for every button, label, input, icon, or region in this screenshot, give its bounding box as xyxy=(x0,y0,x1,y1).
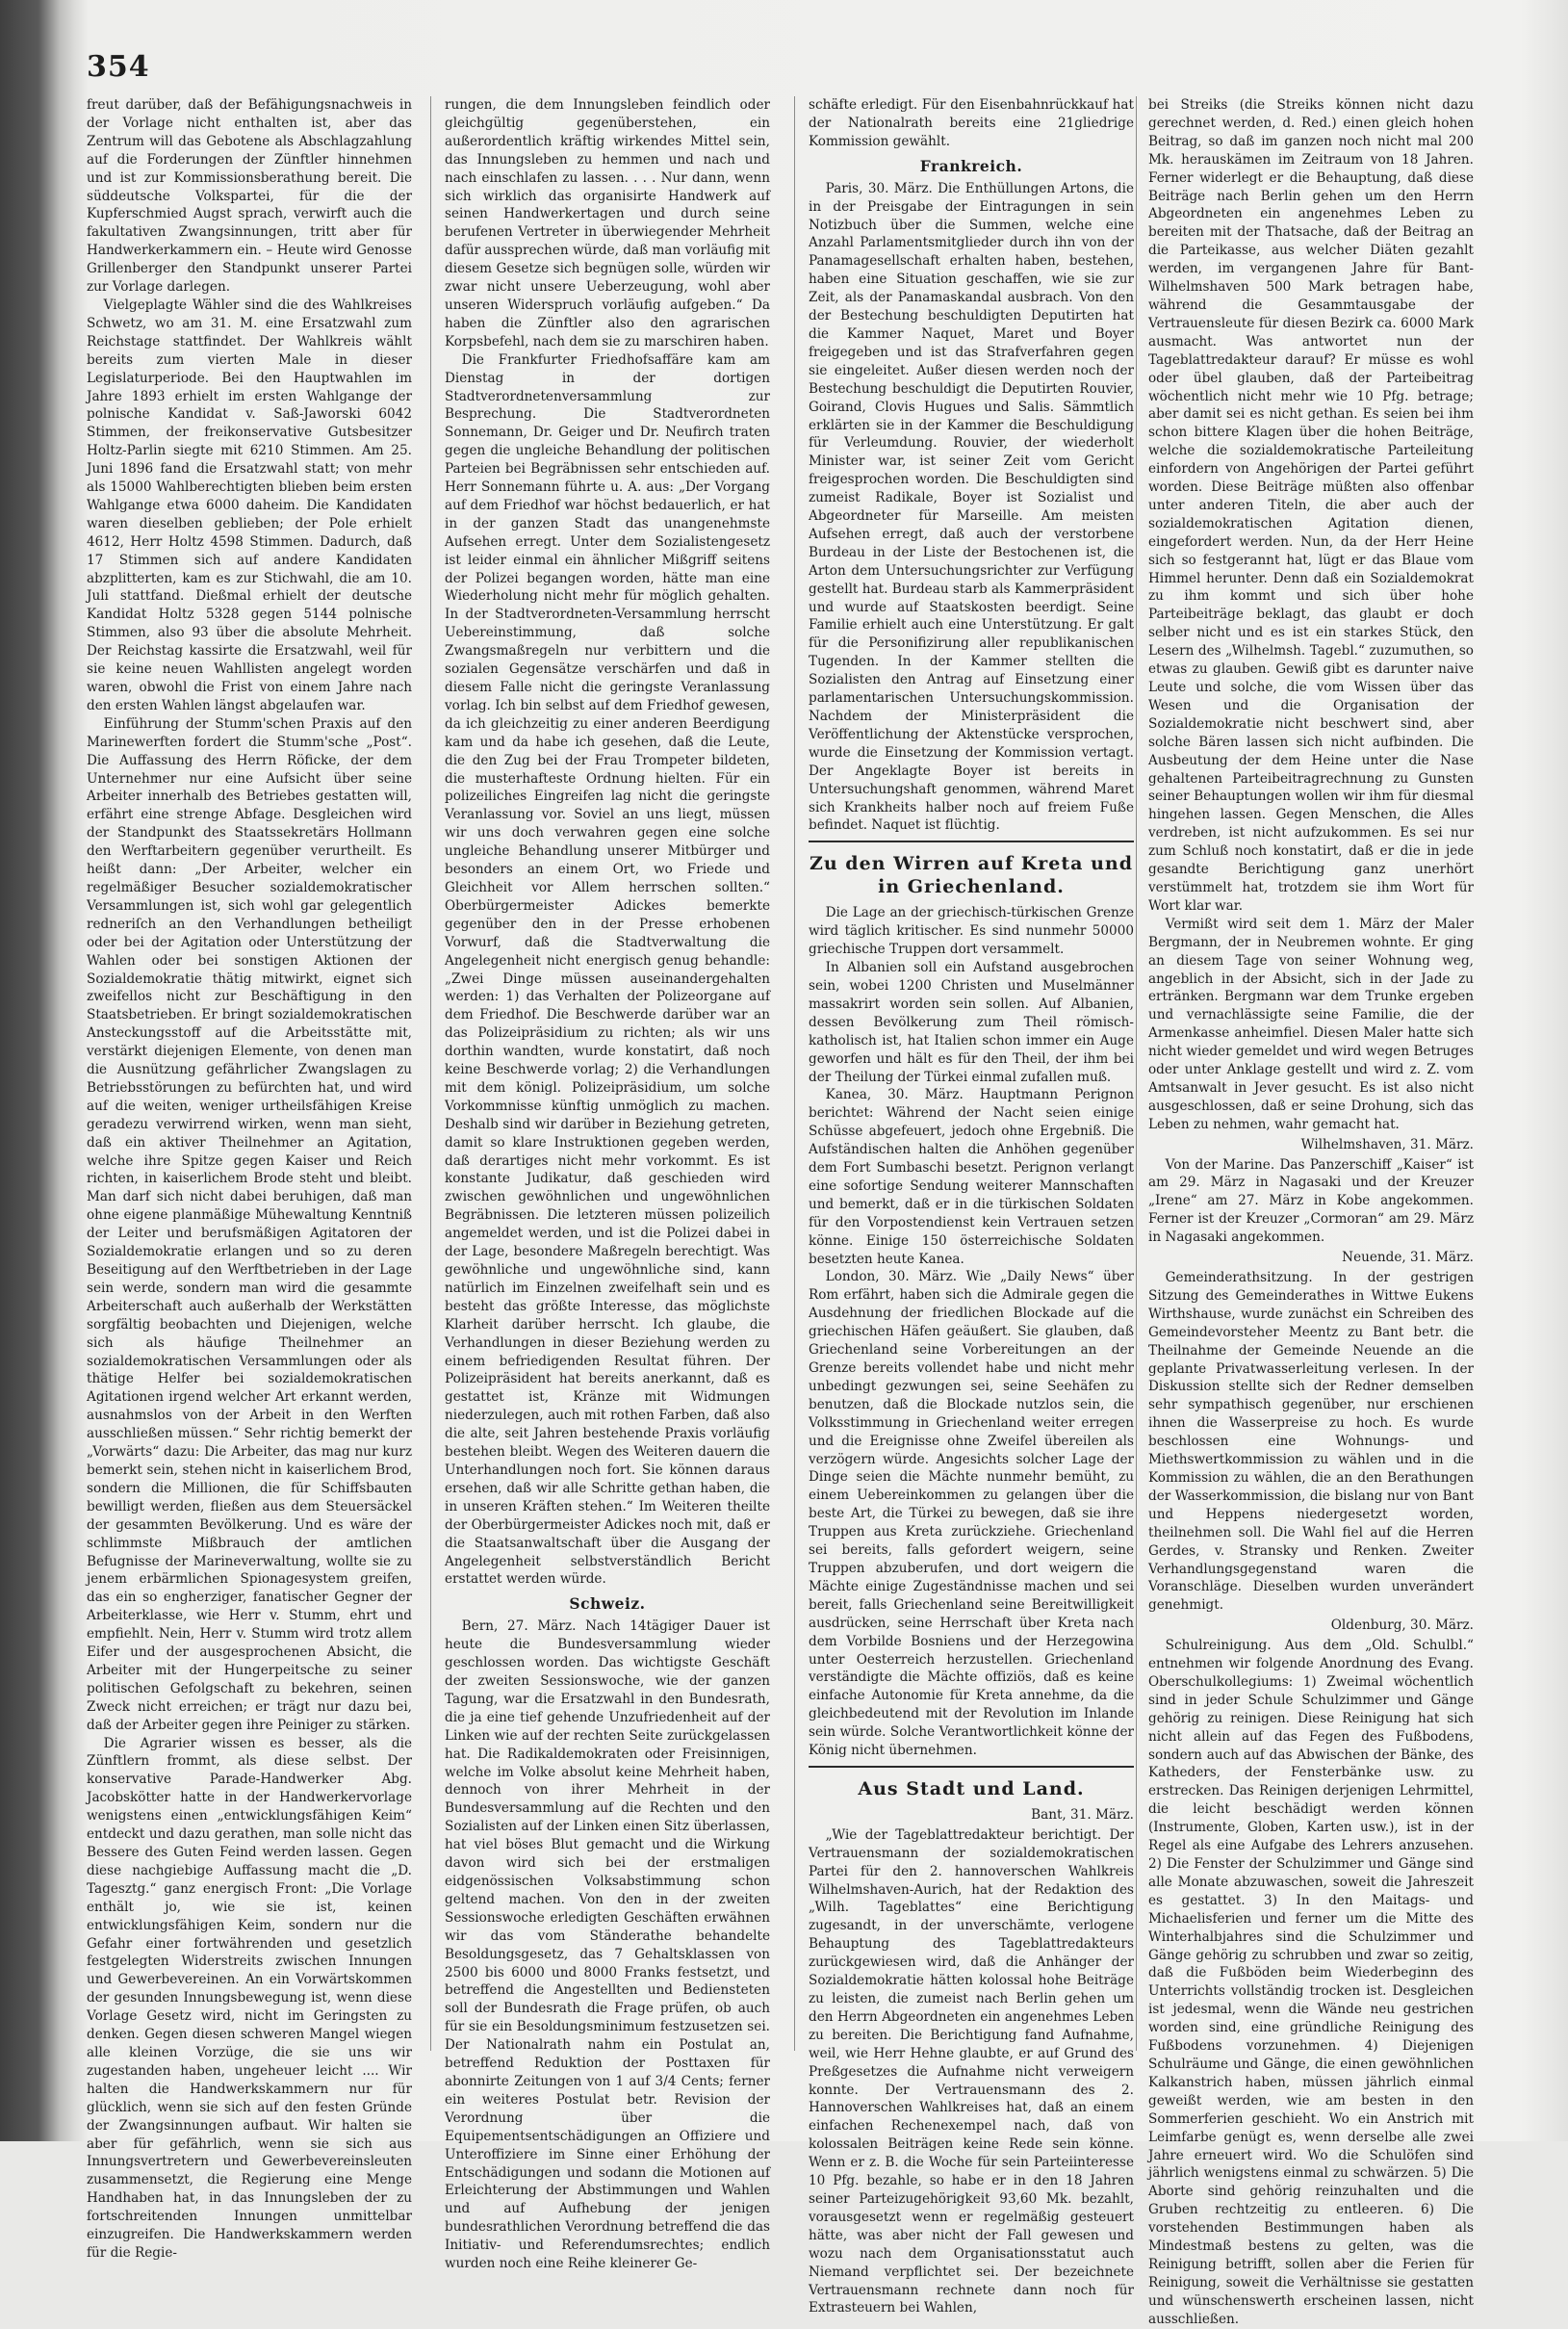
article-paragraph: Einführung der Stumm'schen Praxis auf den Marinewerften fordert die Stumm'sche „Post“. Die Auffassung des Herrn Röficke, der dem Unternehmer nur eine Aufsicht über seine Arbeiter innerhalb des Betriebes gestatten will, erfährt eine strenge Abfage. Desgleichen wird der Standpunkt des Staatssekretärs Hollmann den Werftarbeitern gegenüber verurtheilt. Es heißt dann: „Der Arbeiter, welcher ein regelmäßiger Besucher sozialdemokratischer Versammlungen ist, sich wohl gar gelegentlich redneriſch an den Verhandlungen betheiligt oder bei der Agitation oder Unterstützung der Wahlen oder bei sonstigen Aktionen der Sozialdemokratie thätig mitwirkt, eignet sich zweifellos nicht zur Beschäftigung in den Staatsbetrieben. Er bringt sozialdemokratischen Ansteckungsstoff auf die Arbeitsstätte mit, verstärkt diejenigen Elemente, von denen man die Ausnützung gefährlicher Zwangslagen zu Betriebsstörungen zu befürchten hat, und wird auf die weiten, weniger urtheilsfähigen Kreise geradezu verwirrend wirken, wenn man sieht, daß ein aktiver Theilnehmer an Agitation, welche ihre Spitze gegen Kaiser und Reich richten, in kaiserlichem Brode steht und bleibt. Man darf sich nicht dabei beruhigen, daß man ohne eigene planmäßige Mühewaltung Kenntniß der Leiter und berufsmäßigen Agitatoren der Sozialdemokratie erlangen und so zu deren Beseitigung auf den Werftbetrieben in der Lage sein werde, sondern man wird die gesammte Arbeiterschaft auch außerhalb der Werkstätten sorgfältig beobachten und Diejenigen, welche sich als häufige Theilnehmer an sozialdemokratischen Versammlungen oder als thätige Helfer bei sozialdemokratischen Agitationen irgend welcher Art erkannt werden, ausnahmslos von der Arbeit in den Werften ausschließen müssen.“ Sehr richtig bemerkt der „Vorwärts“ dazu: Die Arbeiter, das mag nur kurz bemerkt sein, stehen nicht in kaiserlichem Brod, sondern die Millionen, die für Schiffsbauten bewilligt werden, fließen aus dem Steuersäckel der gesammten Bevölkerung. Und es wäre der schlimmste Mißbrauch der amtlichen Befugnisse der Marineverwaltung, wollte sie zu jenem erbärmlichen Spionagesystem greifen, das ein so engherziger, fanatischer Gegner der Arbeiterklasse, wie Herr v. Stumm, ehrt und empfiehlt. Nein, Herr v. Stumm wird trotz allem Eifer und der ausgesprochenen Absicht, die Arbeiter mit der Hungerpeitsche zu seiner politischen Gefolgschaft zu bekehren, seinen Zweck nicht erreichen; er trägt nur dazu bei, daß der Arbeiter gegen ihre Peiniger zu stärken. xyxy=(87,715,412,1733)
dateline: Wilhelmshaven, 31. März. xyxy=(1300,1136,1474,1152)
article-paragraph: freut darüber, daß der Befähigungsnachweis in der Vorlage nicht enthalten ist, aber das Zentrum will das Gebotene als Abschlagzahlung auf die Forderungen der Zünftler hinnehmen und ist zur Kommissionsberathung bereit. Die süddeutsche Volkspartei, für die der Kupferschmied Augst sprach, verwirft auch die fakultativen Zwangsinnungen, tritt aber für Handwerkerkammern ein. – Heute wird Genosse Grillenberger den Standpunkt unserer Partei zur Vorlage darlegen. xyxy=(87,97,412,296)
section-rule xyxy=(809,1766,1134,1768)
article-paragraph: In Albanien soll ein Aufstand ausgebrochen sein, wobei 1200 Christen und Muselmänner massakrirt worden sein sollen. Auf Albanien, dessen Bevölkerung zum Theil römisch-katholisch ist, hat Italien schon immer ein Auge geworfen und hält es für den Theil, der ihm bei der Theilung der Türkei einmal zufallen muß. xyxy=(809,960,1134,1085)
text-column-1 xyxy=(87,96,412,2261)
article-paragraph: bei Streiks (die Streiks können nicht dazu gerechnet werden, d. Red.) einen gleich hohen Beitrag, so daß im ganzen noch nicht mal 200 Mk. herauskämen im Zeitraum von 18 Jahren. Ferner widerlegt er die Behauptung, daß diese Beiträge nach Berlin gehen um den Herrn Abgeordneten ein angenehmes Leben zu bereiten mit der Thatsache, daß der Beitrag an die Parteikasse, aus welcher Diäten gezahlt werden, im vergangenen Jahre für Bant-Wilhelmshaven 500 Mark betragen habe, während die Gesammtausgabe der Vertrauensleute für diesen Bezirk ca. 6000 Mark ausmacht. Was antwortet nun der Tageblattredakteur darauf? Er müsse es wohl oder übel glauben, daß der Parteibeitrag wöchentlich nicht mehr wie 10 Pfg. betrage; aber damit sei es nicht gethan. Es seien bei ihm schon bittere Klagen über die hohen Beiträge, welche die sozialdemokratische Parteileitung einfordern von Angehörigen der Partei geführt worden. Diese Beiträge müßten also offenbar unter anderen Titeln, die aber auch der sozialdemokratischen Agitation dienen, eingefordert werden. Nun, da der Herr Heine sich so festgerannt hat, lügt er das Blaue vom Himmel herunter. Denn daß ein Sozialdemokrat zu ihm kommt und sich über hohe Parteibeiträge beklagt, das glaubt er doch selber nicht und es ist ein starkes Stück, den Lesern des „Wilhelmsh. Tagebl.“ zuzumuthen, so etwas zu glauben. Gewiß gibt es darunter naive Leute und solche, die vom Wissen über das Wesen und die Organisation der Sozialdemokratie nicht beschwert sind, aber solche Bären lassen sich nicht aufbinden. Die Ausbeutung der dem Heine unter die Nase gehaltenen Parteibeitragrechnung zu Gunsten seiner Behauptungen wollen wir ihm für diesmal hingehen lassen. Gegen Menschen, die Alles verdreben, ist nicht aufzukommen. Es sei nur zum Schluß noch konstatirt, daß er die in jede gesandte Berichtigung ganz unerhört verstümmelt hat, trotzdem sie ihm Wort für Wort klar war. xyxy=(1148,97,1474,914)
article-paragraph: Paris, 30. März. Die Enthüllungen Artons, die in der Preisgabe der Eintragungen in sein Notizbuch über die Summen, welche eine Anzahl Parlamentsmitglieder durch ihn von der Panamagesellschaft erhalten haben, bestehen, haben eine Situation geschaffen, wie sie zur Zeit, als der Panamaskandal ausbrach. Von den der Bestechung beschuldigten Deputirten hat die Kammer Naquet, Maret und Boyer freigegeben und ist das Strafverfahren gegen sie eingeleitet. Außer diesen werden noch der Bestechung beschuldigt die Deputirten Rouvier, Goirand, Clovis Hugues und Salis. Sämmtlich erklärten sie in der Kammer die Beschuldigung für Verleumdung. Rouvier, der wiederholt Minister war, ist seiner Zeit vom Gericht freigesprochen worden. Die Beschuldigten sind zumeist Radikale, Boyer ist Sozialist und Abgeordneter für Marseille. Am meisten Aufsehen erregt, daß auch der verstorbene Burdeau in der Liste der Bestochenen ist, die Arton dem Untersuchungsrichter zur Verfügung gestellt hat. Burdeau starb als Kammerpräsident und wurde auf Staatskosten beerdigt. Seine Familie erhielt auch eine Unterstützung. Er galt für die Personifizirung aller republikanischen Tugenden. In der Kammer stellten die Sozialisten den Antrag auf Einsetzung einer parlamentarischen Untersuchungskommission. Nachdem der Ministerpräsident die Veröffentlichung der Aktenstücke versprochen, wurde die Einsetzung der Kommission vertagt. Der Angeklagte Boyer ist bereits in Untersuchungshaft genommen, während Maret sich Krankheits halber noch auf freiem Fuße befindet. Naquet ist flüchtig. xyxy=(809,180,1134,834)
text-column-2 xyxy=(445,96,770,2272)
column-rule xyxy=(430,96,431,2051)
dateline: Oldenburg, 30. März. xyxy=(1330,1617,1474,1634)
article-paragraph: London, 30. März. Wie „Daily News“ über Rom erfährt, haben sich die Admirale gegen die Ausdehnung der friedlichen Blockade auf die griechischen Häfen geäußert. Sie glauben, daß Griechenland seine Vorbereitungen an der Grenze bereits vollendet habe und nicht mehr unbedingt gezwungen sei, seine Seehäfen zu benutzen, daß die Blockade nutzlos sein, die Volksstimmung in Griechenland weiter erregen und die Ereignisse ohne Zweifel übereilen als verzögern würde. Angesichts solcher Lage der Dinge seien die Mächte nunmehr bemüht, zu einem Uebereinkommen zu gelangen über die beste Art, die Türkei zu bewegen, daß sie ihre Truppen aus Kreta zurückziehe. Griechenland sei bereits, falls gefordert weigern, seine Truppen abzuberufen, und dort weigern die Mächte einige Zugeständnisse machen und sei bereit, falls Griechenland seine Bereitwilligkeit ausdrücken, seine Herrschaft über Kreta nach dem Vorbilde Bosniens und der Herzegowina unter Oesterreich herzustellen. Griechenland verständigte die Mächte offiziös, daß es keine einfache Autonomie für Kreta annehme, da die gleichbedeutend mit der Revolution im Inlande sein würde. Solche Verantwortlichkeit könne der König nicht übernehmen. xyxy=(809,1269,1134,1759)
section-heading: Frankreich. xyxy=(919,156,1023,175)
section-rule xyxy=(809,841,1134,842)
section-heading-large: Zu den Wirren auf Kreta und in Griechenland. xyxy=(809,853,1133,898)
article-paragraph: Die Agrarier wissen es besser, als die Zünftlern frommt, als diese selbst. Der konservative Parade-Handwerker Abg. Jacobskötter hatte in der Handwerkervorlage wenigstens einen „entwicklungsfähigen Keim“ entdeckt und dazu gerathen, man solle nicht das Bessere des Guten Feind werden lassen. Gegen diese nachgiebige Auffassung macht die „D. Tagesztg.“ ganz energisch Front: „Die Vorlage enthält jo, wie sie ist, keinen entwicklungsfähigen Keim, sondern nur die Gefahr einer fortwährenden und gesetzlich festgelegten Widerstreits zwischen Innungen und Gewerbevereinen. An ein Vorwärtskommen der gesunden Innungsbewegung ist, wenn diese Vorlage Gesetz wird, nicht im Geringsten zu denken. Gegen diesen schweren Mangel wiegen alle kleinen Vorzüge, die sie uns wir zugestanden haben, ungeheuer leicht .... Wir halten die Handwerkskammern nur für glücklich, wenn sie sich auf den festen Gründe der Zwangsinnungen aufbaut. Wir halten sie aber für gefährlich, wenn sie sich aus Innungsvertretern und Gewerbevereinsleuten zusammensetzt, die Regierung eine Menge Handhaben hat, in das Innungsleben der zu fortschreitenden Innungen unmittelbar einzugreifen. Die Handwerkskammern werden für die Regie- xyxy=(87,1735,412,2261)
article-paragraph: Vielgeplagte Wähler sind die des Wahlkreises Schwetz, wo am 31. M. eine Ersatzwahl zum Reichstage stattfindet. Der Wahlkreis wählt bereits zum vierten Male in dieser Legislaturperiode. Bei den Hauptwahlen im Jahre 1893 erhielt im ersten Wahlgange der polnische Kandidat v. Saß-Jaworski 6042 Stimmen, der freikonservative Gutsbesitzer Holtz-Parlin siegte mit 6210 Stimmen. Am 25. Juni 1896 fand die Ersatzwahl statt; von mehr als 15000 Wahlberechtigten blieben beim ersten Wahlgange etwa 6000 daheim. Die Kandidaten waren dieselben geblieben; der Pole erhielt 4612, Herr Holtz 4598 Stimmen. Dadurch, daß 17 Stimmen sich auf andere Kandidaten abzplitterten, kam es zur Stichwahl, die am 10. Juli stattfand. Dießmal erhielt der deutsche Kandidat Holtz 5328 gegen 5144 polnische Stimmen, also 93 über die absolute Mehrheit. Der Reichstag kassirte die Ersatzwahl, weil für sie keine neuen Wahllisten angelegt worden waren, obwohl die Frist von einem Jahre nach den ersten Wahlen längst abgelaufen war. xyxy=(87,297,412,713)
text-column-3 xyxy=(809,96,1134,2316)
article-paragraph: schäfte erledigt. Für den Eisenbahnrückkauf hat der Nationalrath bereits eine 21gliedrige Kommission gewählt. xyxy=(809,97,1134,149)
article-paragraph: Die Frankfurter Friedhofsaffäre kam am Dienstag in der dortigen Stadtverordnetenversammlung zur Besprechung. Die Stadtverordneten Sonnemann, Dr. Geiger und Dr. Neufirch traten gegen die ungleiche Behandlung der politischen Parteien bei Begräbnissen sehr entschieden auf. Herr Sonnemann führte u. A. aus: „Der Vorgang auf dem Friedhof war höchst bedauerlich, er hat in der ganzen Stadt das unangenehmste Aufsehen erregt. Unter dem Sozialistengesetz ist leider einmal ein ähnlicher Mißgriff seitens der Polizei begangen worden, hätte man eine Wiederholung nicht mehr für möglich gehalten. In der Stadtverordneten-Versammlung herrscht Uebereinstimmung, daß solche Zwangsmaßregeln nur verbittern und die sozialen Gegensätze verschärfen und daß in diesem Falle nicht die geringste Veranlassung vorlag. Ich bin selbst auf dem Friedhof gewesen, da ich gleichzeitig zu einer anderen Beerdigung kam und da habe ich gesehen, daß die Leute, die den Zug bei der Frau Trompeter bildeten, die musterhafteste Ordnung hielten. Für ein polizeiliches Eingreifen lag nicht die geringste Veranlassung vor. Soviel an uns liegt, müssen wir uns doch verwahren gegen eine solche ungleiche Behandlung unserer Mitbürger und besonders an einem Ort, wo Friede und Gleichheit vor Allem herrschen sollten.“ Oberbürgermeister Adickes bemerkte gegenüber den in der Presse erhobenen Vorwurf, daß die Stadtverwaltung die Angelegenheit nicht energisch genug behandle: „Zwei Dinge müssen auseinandergehalten werden: 1) das Verhalten der Polizeorgane auf dem Friedhof. Die Beschwerde darüber war an das Polizeipräsidium zu richten; als wir uns dorthin wandten, wurde konstatirt, daß noch keine Beschwerde vorlag; 2) die Verhandlungen mit dem königl. Polizeipräsidium, um solche Vorkommnisse künftig unmöglich zu machen. Deshalb sind wir darüber in Beziehung getreten, damit so klare Instruktionen gegeben werden, daß derartiges nicht mehr vorkommt. Es ist konstante Judikatur, daß geschieden wird zwischen gewöhnlichen und ungewöhnlichen Begräbnissen. Die letzteren müssen polizeilich angemeldet werden, und ist die Polizei dabei in der Lage, besondere Maßregeln berechtigt. Was gewöhnliche und ungewöhnliche sind, kann natürlich im Einzelnen zweifelhaft sein und es besteht das größte Interesse, das möglichste Klarheit darüber herrscht. Ich glaube, die Verhandlungen in dieser Beziehung werden zu einem befriedigenden Resultat führen. Der Polizeipräsident hat bereits anerkannt, daß es gestattet ist, Kränze mit Widmungen niederzulegen, auch mit rothen Farben, daß also die alte, seit Jahren bestehende Praxis vorläufig bestehen bleibt. Wegen des Weiteren dauern die Unterhandlungen noch fort. Sie können daraus ersehen, daß wir alle Schritte gethan haben, die in unseren Kräften stehen.“ Im Weiteren theilte der Oberbürgermeister Adickes noch mit, daß er die Staatsanwaltschaft über die Ausgang der Angelegenheit selbstverständlich Bericht erstattet werden würde. xyxy=(445,351,770,1588)
page-number: 354 xyxy=(87,50,150,84)
article-paragraph: Die Lage an der griechisch-türkischen Grenze wird täglich kritischer. Es sind nunmehr 50000 griechische Truppen dort versammelt. xyxy=(809,905,1134,958)
article-paragraph: Von der Marine. Das Panzerschiff „Kaiser“ ist am 29. März in Nagasaki und der Kreuzer „Irene“ am 27. März in Kobe angekommen. Ferner ist der Kreuzer „Cormoran“ am 29. März in Nagasaki angekommen. xyxy=(1148,1156,1474,1246)
column-rule xyxy=(794,96,795,2051)
column-rule xyxy=(1136,96,1137,2051)
article-paragraph: „Wie der Tageblattredakteur berichtigt. Der Vertrauensmann der sozialdemokratischen Partei für den 2. hannoverschen Wahlkreis Wilhelmshaven-Aurich, hat der Redaktion des „Wilh. Tageblattes“ eine Berichtigung zugesandt, in der unverschämte, verlogene Behauptung des Tageblattredakteurs zurückgewiesen wird, daß die Anhänger der Sozialdemokratie hätten kolossal hohe Beiträge zu leisten, die zumeist nach Berlin gehen um den Herrn Abgeordneten ein angenehmes Leben zu bereiten. Die Berichtigung fand Aufnahme, weil, wie Herr Hehne glaubte, er auf Grund des Preßgesetzes die Aufnahme nicht verweigern konnte. Der Vertrauensmann des 2. Hannoverschen Wahlkreises hat, daß an einem einfachen Rechenexempel nach, daß von kolossalen Beiträgen keine Rede sein könne. Wenn er z. B. die Woche für sein Parteiinteresse 10 Pfg. bezahle, so habe er in den 18 Jahren seiner Parteizugehörigkeit 93,60 Mk. bezahlt, vorausgesetzt wenn er regelmäßig gesteuert hätte, was aber nicht der Fall gewesen und wozu nach dem Organisationsstatut auch Niemand verpflichtet sei. Der bezeichnete Vertrauensmann rechnete dann noch für Extrasteuern bei Wahlen, xyxy=(809,1826,1134,2316)
dateline: Bant, 31. März. xyxy=(1031,1806,1134,1823)
section-heading: Schweiz. xyxy=(569,1594,646,1614)
section-heading-large: Aus Stadt und Land. xyxy=(858,1777,1085,1799)
article-paragraph: Bern, 27. März. Nach 14tägiger Dauer ist heute die Bundesversammlung wieder geschlossen worden. Das wichtigste Geschäft der zweiten Sessionswoche, wie der ganzen Tagung, war die Ersatzwahl in den Bundesrath, die ja eine tief gehende Unzufriedenheit auf der Linken wie auf der rechten Seite zurückgelassen hat. Die Radikaldemokraten oder Freisinnigen, welche im Volke absolut keine Mehrheit haben, dennoch von ihrer Mehrheit in der Bundesversammlung auf die Rechten und den Sozialisten auf der Linken einen Sitz überlassen, hat viel böses Blut gemacht und die Wirkung davon wird sich bei der erstmaligen eidgenössischen Volksabstimmung schon geltend machen. Von den in der zweiten Sessionswoche erledigten Geschäften erwähnen wir das vom Ständerathe behandelte Besoldungsgesetz, das 7 Gehaltsklassen von 2500 bis 6000 und 8000 Franks festsetzt, und betreffend die Angestellten und Bediensteten soll der Bundesrath die Frage prüfen, ob auch für sie ein Besoldungsminimum festzusetzen sei. Der Nationalrath nahm ein Postulat an, betreffend Reduktion der Posttaxen für abonnirte Zeitungen von 1 auf 3/4 Cents; ferner ein weiteres Postulat betr. Revision der Verordnung über die Equipementsentschädigungen an Offiziere und Unteroffiziere im Sinne einer Erhöhung der Entschädigungen und sodann die Motionen auf Erleichterung der Abstimmungen und Wahlen und auf Aufhebung der jenigen bundesrathlichen Verordnung betreffend die das Initiativ- und Referendumsrechtes; endlich wurden noch eine Reihe kleinerer Ge- xyxy=(445,1618,770,2272)
article-paragraph: Schulreinigung. Aus dem „Old. Schulbl.“ entnehmen wir folgende Anordnung des Evang. Oberschulkollegiums: 1) Zweimal wöchentlich sind in jeder Schule Schulzimmer und Gänge gehörig zu reinigen. Diese Reinigung hat sich nicht allein auf das Fegen des Fußbodens, sondern auch auf das Abwischen der Bänke, des Katheders, der Fensterbänke usw. zu erstrecken. Das Reinigen derjenigen Lehrmittel, die leicht beschädigt werden können (Instrumente, Globen, Karten usw.), ist in der Regel als eine Aufgabe des Lehrers anzusehen. 2) Die Fenster der Schulzimmer und Gänge sind alle Monate abzuwaschen, soweit die Jahreszeit es gestattet. 3) In den Maitags- und Michaelisferien und ferner um die Mitte des Winterhalbjahres sind die Schulzimmer und Gänge gehörig zu schrubben und zwar so zeitig, daß die Fußböden beim Wiederbeginn des Unterrichts vollständig trocken ist. Desgleichen ist jedesmal, wenn die Wände neu gestrichen worden sind, eine gründliche Reinigung des Fußbodens vorzunehmen. 4) Diejenigen Schulräume und Gänge, die einen gewöhnlichen Kalkanstrich haben, müssen jährlich einmal geweißt werden, wie am besten in den Sommerferien geschieht. Wo ein Anstrich mit Leimfarbe genügt es, wenn derselbe alle zwei Jahre erneuert wird. Wo die Schulöfen sind jährlich wenigstens einmal zu schwärzen. 5) Die Aborte sind gehörig reinzuhalten und die Gruben rechtzeitig zu entleeren. 6) Die vorstehenden Bestimmungen haben als Mindestmaß bestens zu gelten, was die Reinigung betrifft, sollen aber die Ferien für Reinigung, soweit die Verhältnisse sie gestatten und wünschenswerth erscheinen lassen, nicht ausschließen. xyxy=(1148,1638,1474,2327)
text-column-4 xyxy=(1148,96,1474,2327)
article-paragraph: Kanea, 30. März. Hauptmann Perignon berichtet: Während der Nacht seien einige Schüsse abgefeuert, jedoch ohne Ergebniß. Die Aufständischen halten die Anhöhen gegenüber dem Fort Sumbaschi besetzt. Perignon verlangt eine sofortige Sendung weiterer Mannschaften und bemerkt, daß er in die türkischen Soldaten für den Vorpostendienst kein Vertrauen setzen könne. Einige 150 österreichische Soldaten besetzten heute Kanea. xyxy=(809,1087,1134,1267)
article-paragraph: Vermißt wird seit dem 1. März der Maler Bergmann, der in Neubremen wohnte. Er ging an diesem Tage von seiner Wohnung weg, angeblich in der Absicht, sich in der Jade zu ertränken. Bergmann war dem Trunke ergeben und vernachlässigte seine Familie, die der Armenkasse anheimfiel. Diesen Maler hatte sich nicht wieder gemeldet und wird wegen Betruges oder unter Anklage gestellt und wird z. Z. vom Amtsanwalt in Jever gesucht. Es ist also nicht ausgeschlossen, daß er seine Drohung, sich das Leben zu nehmen, wahr gemacht hat. xyxy=(1148,916,1474,1132)
article-paragraph: Gemeinderathsitzung. In der gestrigen Sitzung des Gemeinderathes in Wittwe Eukens Wirthshause, wurde zunächst ein Schreiben des Gemeindevorsteher Meentz zu Bant betr. die Theilnahme der Gemeinde Neuende an die geplante Privatwasserleitung verlesen. In der Diskussion stellte sich der Redner demselben sehr sympathisch gegenüber, nur erschienen ihnen die Wasserpreise zu hoch. Es wurde beschlossen eine Wohnungs- und Miethswertkommission zu wählen und in die Kommission zu wählen, die an den Berathungen der Wasserkommission, die bislang nur von Bant und Heppens niedergesetzt worden, theilnehmen soll. Die Wahl fiel auf die Herren Gerdes, v. Stransky und Renken. Zweiter Verhandlungsgegenstand waren die Voranschläge. Dieselben wurden unverändert genehmigt. xyxy=(1148,1270,1474,1614)
dateline: Neuende, 31. März. xyxy=(1342,1250,1474,1266)
article-paragraph: rungen, die dem Innungsleben feindlich oder gleichgültig gegenüberstehen, ein außerordentlich kräftig wirkendes Mittel sein, das Innungsleben zu hemmen und nach und nach einschlafen zu lassen. . . . Nur dann, wenn sich wirklich das organisirte Handwerk auf seinen Handwerkertagen und durch seine berufenen Vertreter in überwiegender Mehrheit dafür aussprechen würde, daß man vorläufig mit diesem Gesetze sich begnügen solle, würden wir zwar nicht unsere Ueberzeugung, wohl aber unseren Widerspruch vorläufig aufgeben.“ Da haben die Zünftler also den agrarischen Korpsbefehl, nach dem sie zu marschiren haben. xyxy=(445,97,770,349)
